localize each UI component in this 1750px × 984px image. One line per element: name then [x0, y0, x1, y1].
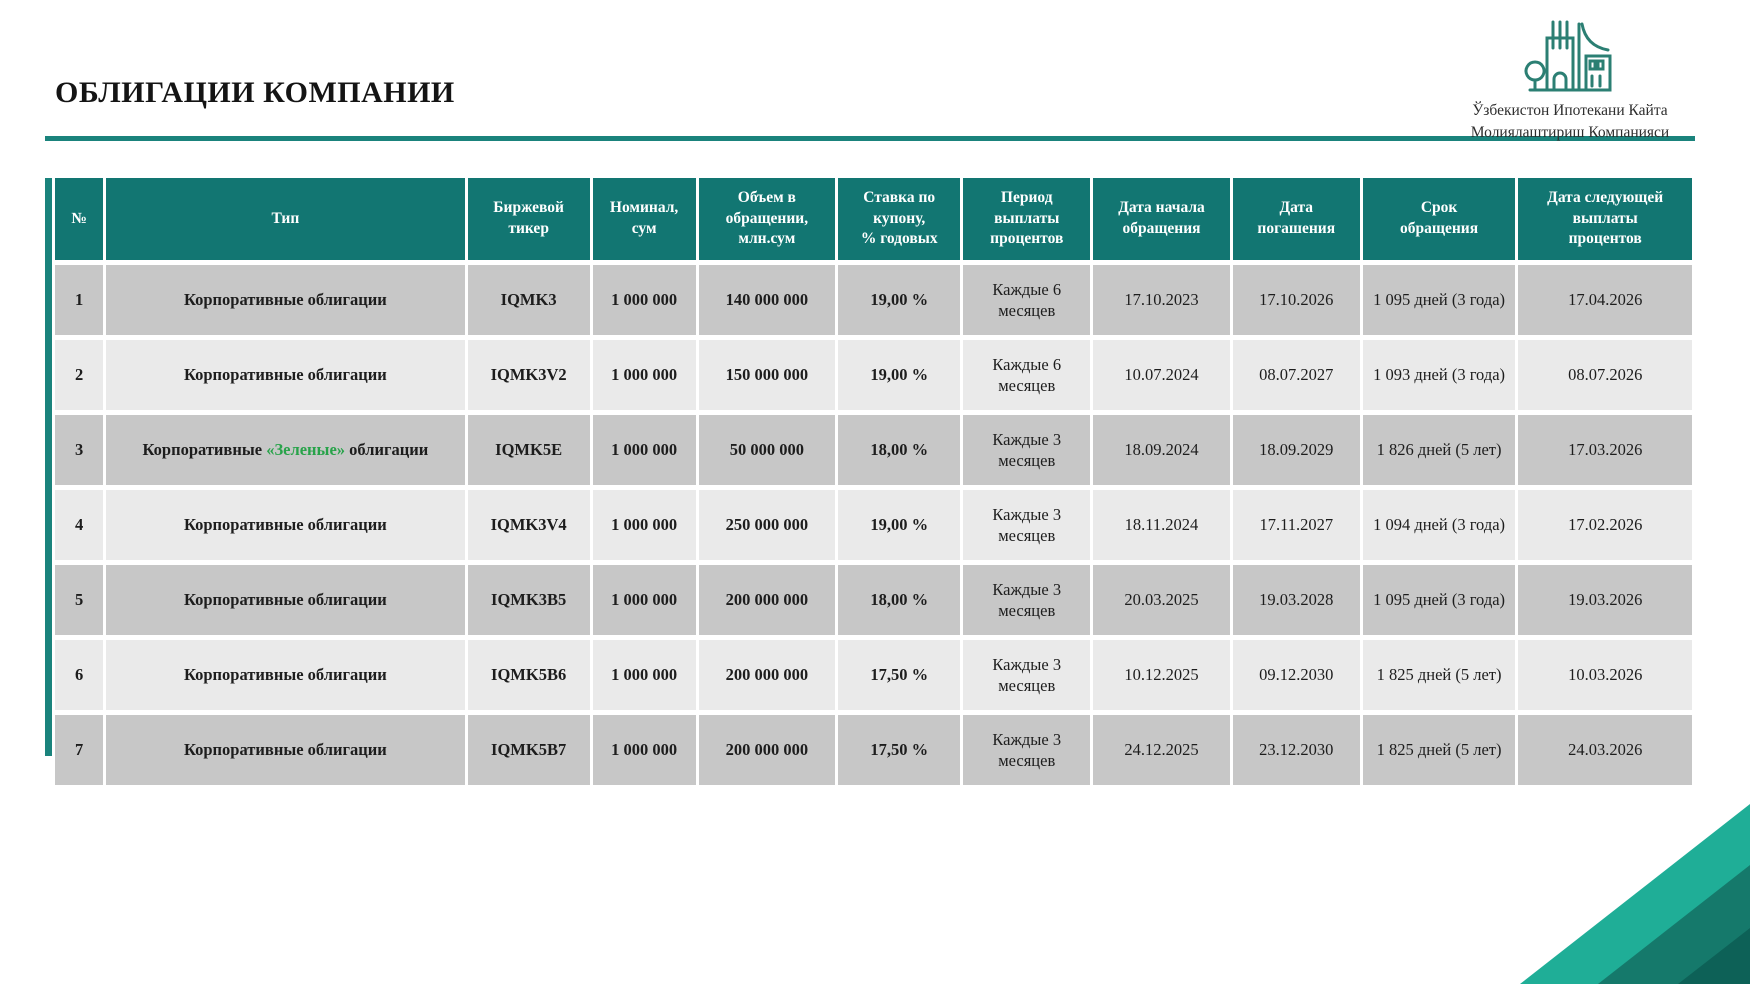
maturity-date-cell: 23.12.2030 — [1233, 715, 1360, 785]
next-payment-cell: 17.04.2026 — [1518, 265, 1692, 335]
coupon-rate-cell: 18,00 % — [838, 565, 960, 635]
nominal-cell: 1 000 000 — [593, 340, 696, 410]
bond-type-cell: Корпоративные облигации — [106, 340, 464, 410]
green-bond-label: «Зеленые» — [266, 440, 346, 460]
bond-type-cell: Корпоративные облигации — [106, 565, 464, 635]
coupon-rate-cell: 19,00 % — [838, 265, 960, 335]
bond-type-cell: Корпоративные облигации — [106, 640, 464, 710]
column-header-ticker: Биржевой тикер — [468, 178, 590, 260]
maturity-date-cell: 19.03.2028 — [1233, 565, 1360, 635]
payment-period-cell: Каждые 6 месяцев — [963, 265, 1090, 335]
row-number-cell: 3 — [55, 415, 103, 485]
column-header-number: № — [55, 178, 103, 260]
column-header-type: Тип — [106, 178, 464, 260]
maturity-date-cell: 17.11.2027 — [1233, 490, 1360, 560]
row-number-cell: 1 — [55, 265, 103, 335]
bonds-table — [52, 173, 1695, 790]
coupon-rate-cell: 17,50 % — [838, 640, 960, 710]
ticker-cell: IQMK3B5 — [468, 565, 590, 635]
company-logo — [1440, 16, 1700, 143]
page-title: ОБЛИГАЦИИ КОМПАНИИ — [55, 76, 455, 109]
maturity-date-cell: 17.10.2026 — [1233, 265, 1360, 335]
start-date-cell: 10.12.2025 — [1093, 640, 1230, 710]
coupon-rate-cell: 19,00 % — [838, 490, 960, 560]
term-cell: 1 094 дней (3 года) — [1363, 490, 1516, 560]
ticker-cell: IQMK3V2 — [468, 340, 590, 410]
corner-decoration — [1370, 700, 1750, 984]
start-date-cell: 18.11.2024 — [1093, 490, 1230, 560]
row-number-cell: 4 — [55, 490, 103, 560]
table-row — [55, 565, 1692, 635]
payment-period-cell: Каждые 3 месяцев — [963, 715, 1090, 785]
payment-period-cell: Каждые 3 месяцев — [963, 640, 1090, 710]
term-cell: 1 825 дней (5 лет) — [1363, 640, 1516, 710]
volume-cell: 50 000 000 — [699, 415, 836, 485]
column-header-term: Срок обращения — [1363, 178, 1516, 260]
bond-type-cell: Корпоративные «Зеленые» облигации — [106, 415, 464, 485]
ticker-cell: IQMK5B6 — [468, 640, 590, 710]
column-header-next-payment: Дата следующей выплаты процентов — [1518, 178, 1692, 260]
next-payment-cell: 17.02.2026 — [1518, 490, 1692, 560]
nominal-cell: 1 000 000 — [593, 490, 696, 560]
volume-cell: 250 000 000 — [699, 490, 836, 560]
row-number-cell: 6 — [55, 640, 103, 710]
column-header-start-date: Дата начала обращения — [1093, 178, 1230, 260]
table-row — [55, 265, 1692, 335]
payment-period-cell: Каждые 3 месяцев — [963, 490, 1090, 560]
next-payment-cell: 24.03.2026 — [1518, 715, 1692, 785]
term-cell: 1 825 дней (5 лет) — [1363, 715, 1516, 785]
nominal-cell: 1 000 000 — [593, 640, 696, 710]
term-cell: 1 095 дней (3 года) — [1363, 265, 1516, 335]
bond-type-cell: Корпоративные облигации — [106, 265, 464, 335]
coupon-rate-cell: 17,50 % — [838, 715, 960, 785]
maturity-date-cell: 09.12.2030 — [1233, 640, 1360, 710]
column-header-volume: Объем в обращении, млн.сум — [699, 178, 836, 260]
maturity-date-cell: 18.09.2029 — [1233, 415, 1360, 485]
row-number-cell: 7 — [55, 715, 103, 785]
column-header-coupon-rate: Ставка по купону, % годовых — [838, 178, 960, 260]
term-cell: 1 826 дней (5 лет) — [1363, 415, 1516, 485]
column-header-nominal: Номинал, сум — [593, 178, 696, 260]
next-payment-cell: 17.03.2026 — [1518, 415, 1692, 485]
table-header-row — [55, 178, 1692, 260]
company-logo-icon — [1514, 16, 1626, 96]
nominal-cell: 1 000 000 — [593, 565, 696, 635]
column-header-period: Период выплаты процентов — [963, 178, 1090, 260]
table-row — [55, 340, 1692, 410]
company-name — [1440, 100, 1700, 143]
table-row — [55, 490, 1692, 560]
ticker-cell: IQMK5E — [468, 415, 590, 485]
volume-cell: 150 000 000 — [699, 340, 836, 410]
bond-type-cell: Корпоративные облигации — [106, 715, 464, 785]
table-row — [55, 415, 1692, 485]
nominal-cell: 1 000 000 — [593, 415, 696, 485]
start-date-cell: 17.10.2023 — [1093, 265, 1230, 335]
ticker-cell: IQMK3 — [468, 265, 590, 335]
ticker-cell: IQMK3V4 — [468, 490, 590, 560]
ticker-cell: IQMK5B7 — [468, 715, 590, 785]
volume-cell: 200 000 000 — [699, 565, 836, 635]
start-date-cell: 18.09.2024 — [1093, 415, 1230, 485]
start-date-cell: 24.12.2025 — [1093, 715, 1230, 785]
column-header-maturity-date: Дата погашения — [1233, 178, 1360, 260]
next-payment-cell: 08.07.2026 — [1518, 340, 1692, 410]
table-accent-strip — [45, 178, 52, 756]
row-number-cell: 2 — [55, 340, 103, 410]
maturity-date-cell: 08.07.2027 — [1233, 340, 1360, 410]
nominal-cell: 1 000 000 — [593, 715, 696, 785]
payment-period-cell: Каждые 3 месяцев — [963, 415, 1090, 485]
next-payment-cell: 19.03.2026 — [1518, 565, 1692, 635]
term-cell: 1 095 дней (3 года) — [1363, 565, 1516, 635]
payment-period-cell: Каждые 3 месяцев — [963, 565, 1090, 635]
bond-type-cell: Корпоративные облигации — [106, 490, 464, 560]
company-name-line2: Молиялаштириш Компанияси — [1470, 123, 1670, 141]
next-payment-cell: 10.03.2026 — [1518, 640, 1692, 710]
coupon-rate-cell: 18,00 % — [838, 415, 960, 485]
volume-cell: 200 000 000 — [699, 715, 836, 785]
row-number-cell: 5 — [55, 565, 103, 635]
volume-cell: 200 000 000 — [699, 640, 836, 710]
start-date-cell: 20.03.2025 — [1093, 565, 1230, 635]
payment-period-cell: Каждые 6 месяцев — [963, 340, 1090, 410]
company-name-line1: Ўзбекистон Ипотекани Кайта — [1472, 102, 1668, 119]
nominal-cell: 1 000 000 — [593, 265, 696, 335]
coupon-rate-cell: 19,00 % — [838, 340, 960, 410]
term-cell: 1 093 дней (3 года) — [1363, 340, 1516, 410]
volume-cell: 140 000 000 — [699, 265, 836, 335]
start-date-cell: 10.07.2024 — [1093, 340, 1230, 410]
